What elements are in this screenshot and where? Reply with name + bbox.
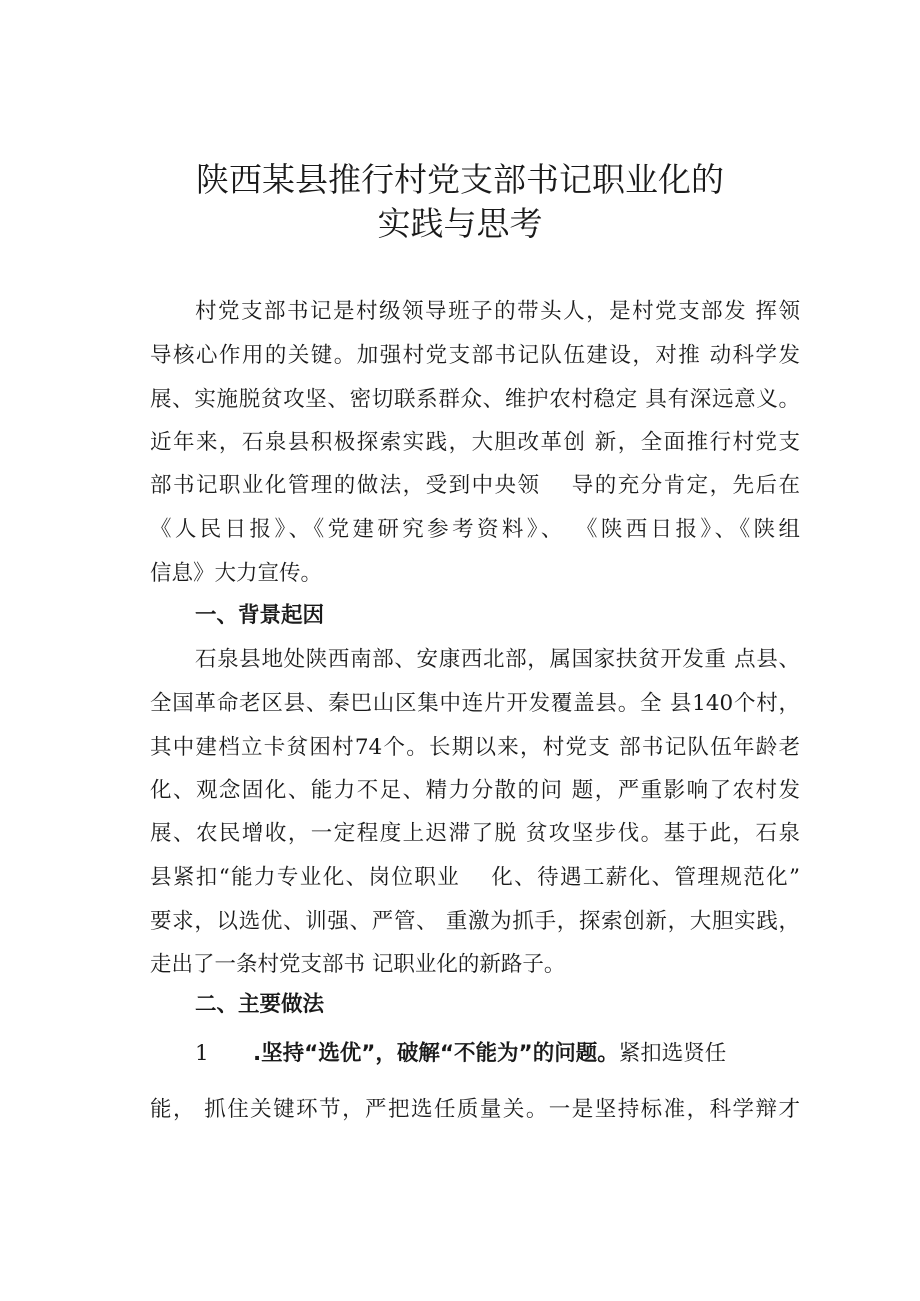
paragraph-line: 全国革命老区县、秦巴山区集中连片开发覆盖县。全 县140个村，	[150, 691, 800, 716]
paragraph-line: 信息》大力宣传。	[150, 561, 323, 586]
paragraph-line: 展、农民增收，一定程度上迟滞了脱 贫攻坚步伐。基于此，石泉	[150, 821, 800, 846]
paragraph-line: 能， 抓住关键环节，严把选任质量关。一是坚持标准，科学辩才	[150, 1097, 800, 1122]
subsection-number: 1	[195, 1041, 209, 1066]
paragraph-line: 近年来，石泉县积极探索实践，大胆改革创 新，全面推行村党支	[150, 430, 800, 455]
paragraph-line: 部书记职业化管理的做法，受到中央领 导的充分肯定，先后在	[150, 473, 800, 498]
section-heading-background: 一、背景起因	[195, 603, 325, 628]
paragraph-line: 《人民日报》、《党建研究参考资料》、 《陕西日报》、《陕组	[150, 517, 800, 542]
paragraph-line: 展、实施脱贫攻坚、密切联系群众、维护农村稳定 具有深远意义。	[150, 387, 800, 412]
subsection-bold-heading: .坚持“选优”，破解“不能为”的问题。	[253, 1041, 619, 1066]
paragraph-line: 导核心作用的关键。加强村党支部书记队伍建设，对推 动科学发	[150, 343, 800, 368]
subsection-text: 紧扣选贤任	[618, 1041, 727, 1066]
section-heading-main-practices: 二、主要做法	[195, 992, 325, 1017]
paragraph-line: 石泉县地处陕西南部、安康西北部，属国家扶贫开发重 点县、	[195, 647, 800, 672]
paragraph-line: 要求，以选优、训强、严管、 重激为抓手，探索创新，大胆实践，	[150, 909, 800, 934]
paragraph-line: 村党支部书记是村级领导班子的带头人，是村党支部发 挥领	[195, 299, 800, 324]
paragraph-line: 走出了一条村党支部书 记职业化的新路子。	[150, 952, 566, 977]
paragraph-line: 其中建档立卡贫困村74个。长期以来，村党支 部书记队伍年龄老	[150, 735, 800, 760]
document-title-line-2: 实践与思考	[377, 204, 543, 243]
paragraph-line: 县紧扣“能力专业化、岗位职业 化、待遇工薪化、管理规范化”	[150, 865, 800, 890]
subsection-first-line	[195, 1034, 800, 1074]
paragraph-line: 化、观念固化、能力不足、精力分散的问 题，严重影响了农村发	[150, 778, 800, 803]
document-title-line-1: 陕西某县推行村党支部书记职业化的	[196, 160, 724, 199]
